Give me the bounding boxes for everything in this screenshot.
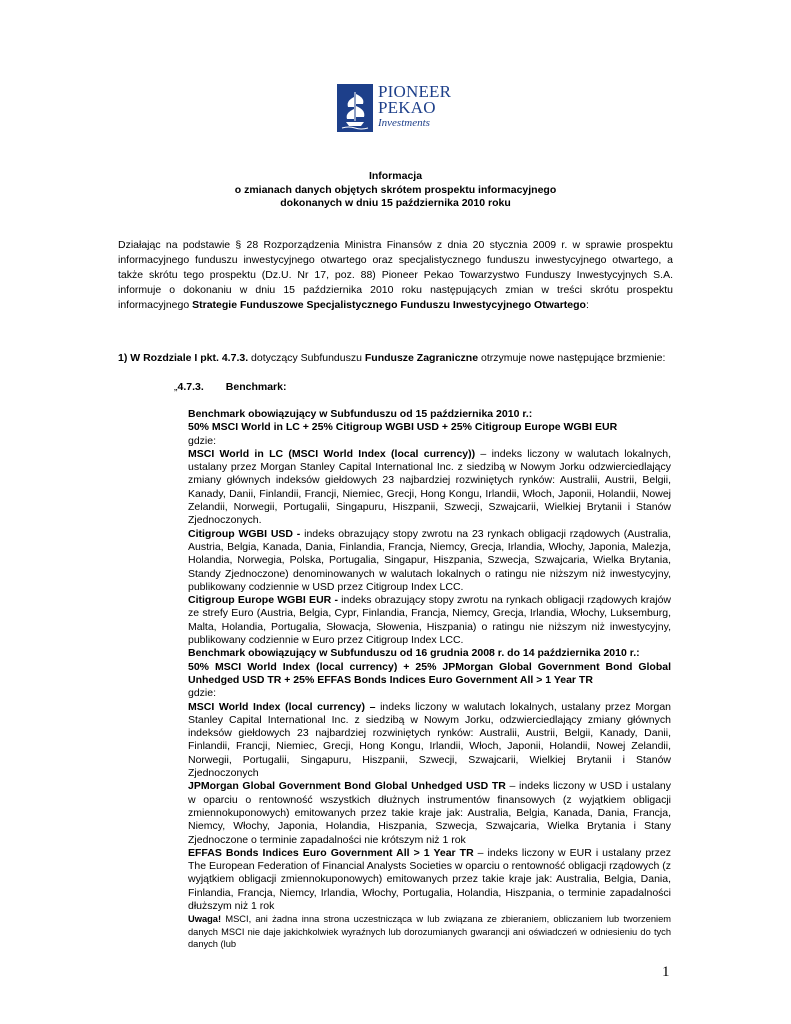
benchmark-number: 4.7.3. bbox=[177, 381, 204, 393]
logo-line-2: PEKAO bbox=[378, 98, 436, 117]
warning-term: Uwaga! bbox=[188, 914, 222, 925]
benchmark-1-citigroup-eur-definition bbox=[188, 594, 671, 647]
fund-name: Strategie Funduszowe Specjalistycznego Funduszu Inwestycyjnego Otwartego bbox=[192, 299, 586, 311]
opening-quote: „ bbox=[174, 381, 178, 393]
intro-text: Działając na podstawie § 28 Rozporządzenia Ministra Finansów z dnia 20 stycznia 2009 r. w sprawie prospektu informacyjnego funduszu inwestycyjnego otwartego oraz specjalistycznego funduszu inwestycyjnego otwartego, a także skrótu tego prospektu (Dz.U. Nr 17, poz. 88) Pioneer Pekao Towarzystwo Funduszy Inwestycyjnych S.A. informuje o dokonaniu w dniu 15 października 2010 roku następujących zmian w treści skrótu prospektu informacyjnego bbox=[118, 239, 673, 311]
intro-end: : bbox=[585, 299, 589, 311]
benchmark-heading bbox=[174, 381, 286, 393]
benchmark-2-msci-definition bbox=[188, 701, 671, 781]
definition-term: MSCI World Index (local currency) – bbox=[188, 700, 376, 713]
benchmark-1-msci-definition bbox=[188, 448, 671, 528]
title-line-1: Informacja bbox=[368, 170, 423, 182]
benchmark-2-formula: 50% MSCI World Index (local currency) + 25% JPMorgan Global Government Bond Global Unhedged USD TR + 25% EFFAS Bonds Indices Euro Government All > 1 Year TR bbox=[188, 660, 671, 686]
section-1-heading bbox=[118, 351, 678, 365]
logo-wordmark bbox=[378, 84, 451, 130]
definition-text: – indeks liczony w EUR i ustalany przez The European Federation of Financial Analysts Societies w oparciu o rentowność obligacji rządowych (z wyjątkiem obligacji zmiennokuponowych) emitowanych przez takie kraje jak: Australia, Belgia, Dania, Finlandia, Francja, Niemcy, Irlandia, Włochy, Portugalia, Holandia, Hiszpania, o terminie zapadalności dłuższym niż 1 rok bbox=[188, 846, 671, 912]
gdzie-label-2: gdzie: bbox=[188, 687, 217, 700]
section-1-mid: dotyczący Subfunduszu bbox=[248, 352, 365, 364]
definition-text: – indeks liczony w walutach lokalnych, ustalany przez Morgan Stanley Capital International Inc. z siedzibą w Nowym Jorku odzwierciedlający zmiany głównych indeksów giełdowych 23 najbardziej rozwiniętych rynków: Australii, Austrii, Belgii, Kanady, Danii, Finlandii, Francji, Niemiec, Grecji, Hong Kongu, Irlandii, Włoch, Japonii, Holandii, Nowej Zelandii, Norwegii, Portugalii, Singapuru, Hiszpanii, Szwecji, Szwajcarii, Wielkiej Brytanii i Stanów Zjednoczonych. bbox=[188, 447, 671, 527]
benchmark-2-effas-definition bbox=[188, 847, 671, 913]
definition-term: Citigroup WGBI USD - bbox=[188, 527, 301, 540]
definition-text: – indeks liczony w USD i ustalany w oparciu o rentowność wszystkich dłużnych instrumentów finansowych (z wyjątkiem obligacji zmiennokuponowych) emitowanych przez takie kraje jak: Australia, Belgia, Kanada, Dania, Francja, Niemcy, Włochy, Japonia, Holandia, Hiszpania, Szwecja, Szwajcaria, Wielka Brytania i Stany Zjednoczone o terminie zapadalności nie krótszym niż 1 rok bbox=[188, 780, 671, 846]
benchmark-1-title: Benchmark obowiązujący w Subfunduszu od 15 października 2010 r.: bbox=[188, 408, 533, 420]
benchmark-2-jpmorgan-definition bbox=[188, 780, 671, 846]
logo-line-1: PIONEER bbox=[378, 82, 452, 101]
definition-text: indeks liczony w walutach lokalnych, ustalany przez Morgan Stanley Capital International Inc. z siedzibą w Nowym Jorku, odzwierciedlający zmiany głównych indeksów giełdowych 23 najbardziej rozwiniętych rynków: Australii, Austrii, Belgii, Kanady, Danii, Finlandii, Francji, Niemiec, Grecji, Hong Kongu, Irlandii, Włoch, Japonii, Holandii, Nowej Zelandii, Norwegii, Portugalii, Singapuru, Hiszpanii, Szwecji, Szwajcarii, Wielkiej Brytanii i Stanów Zjednoczonych bbox=[188, 700, 671, 780]
definition-term: Citigroup Europe WGBI EUR - bbox=[188, 594, 338, 607]
ship-logo-icon bbox=[337, 84, 373, 132]
page-number: 1 bbox=[662, 964, 670, 980]
benchmark-1-formula: 50% MSCI World in LC + 25% Citigroup WGBI USD + 25% Citigroup Europe WGBI EUR bbox=[188, 421, 618, 434]
intro-paragraph bbox=[118, 238, 673, 313]
benchmark-content bbox=[188, 408, 671, 951]
definition-term: EFFAS Bonds Indices Euro Government All > 1 Year TR bbox=[188, 846, 474, 859]
benchmark-2-title: Benchmark obowiązujący w Subfunduszu od 16 grudnia 2008 r. do 14 października 2010 r.: bbox=[188, 647, 640, 660]
definition-text: indeks obrazujący stopy zwrotu na rynkach obligacji rządowych krajów ze strefy Euro (Austria, Belgia, Cypr, Finlandia, Francja, Niemcy, Grecja, Irlandia, Włochy, Luksemburg, Malta, Holandia, Portugalia, Słowacja, Słowenia, Hiszpania) o ratingu nie niższym niż inwestycyjny, publikowany codziennie w Euro przez Citigroup Index LCC. bbox=[188, 594, 671, 647]
benchmark-label: Benchmark: bbox=[225, 381, 287, 393]
section-1-end: otrzymuje nowe następujące brzmienie: bbox=[478, 352, 666, 364]
subfund-name: Fundusze Zagraniczne bbox=[364, 352, 479, 364]
warning-text: MSCI, ani żadna inna strona uczestnicząca w lub związana ze zbieraniem, obliczaniem lub tworzeniem danych MSCI nie daje jakichkolwiek wyraźnych lub dorozumianych gwarancji ani oświadczeń w odniesieniu do tych danych (lub bbox=[188, 914, 671, 950]
definition-term: MSCI World in LC (MSCI World Index (local currency)) bbox=[188, 447, 476, 460]
document-title bbox=[100, 170, 691, 211]
definition-term: JPMorgan Global Government Bond Global Unhedged USD TR bbox=[188, 780, 506, 793]
title-line-2: o zmianach danych objętych skrótem prospektu informacyjnego bbox=[234, 183, 557, 196]
msci-disclaimer bbox=[188, 913, 671, 951]
section-1-lead: 1) W Rozdziale I pkt. 4.7.3. bbox=[118, 352, 249, 364]
definition-text: indeks obrazujący stopy zwrotu na 23 rynkach obligacji rządowych (Australia, Austria, Belgia, Kanada, Dania, Finlandia, Francja, Niemcy, Grecja, Irlandia, Włochy, Japonia, Malezja, Holandia, Norwegia, Polska, Portugalia, Singapur, Hiszpania, Szwecja, Szwajcaria, Wielka Brytania, Standy Zjednoczone) denominowanych w walutach lokalnych o ratingu nie niższym niż inwestycyjny, publikowany codziennie w USD przez Citigroup Index LCC. bbox=[188, 527, 671, 593]
title-line-3: dokonanych w dniu 15 października 2010 roku bbox=[280, 197, 511, 209]
logo-line-3: Investments bbox=[378, 117, 430, 129]
company-logo bbox=[337, 84, 459, 132]
benchmark-1-citigroup-usd-definition bbox=[188, 528, 671, 594]
gdzie-label-1: gdzie: bbox=[188, 434, 217, 447]
